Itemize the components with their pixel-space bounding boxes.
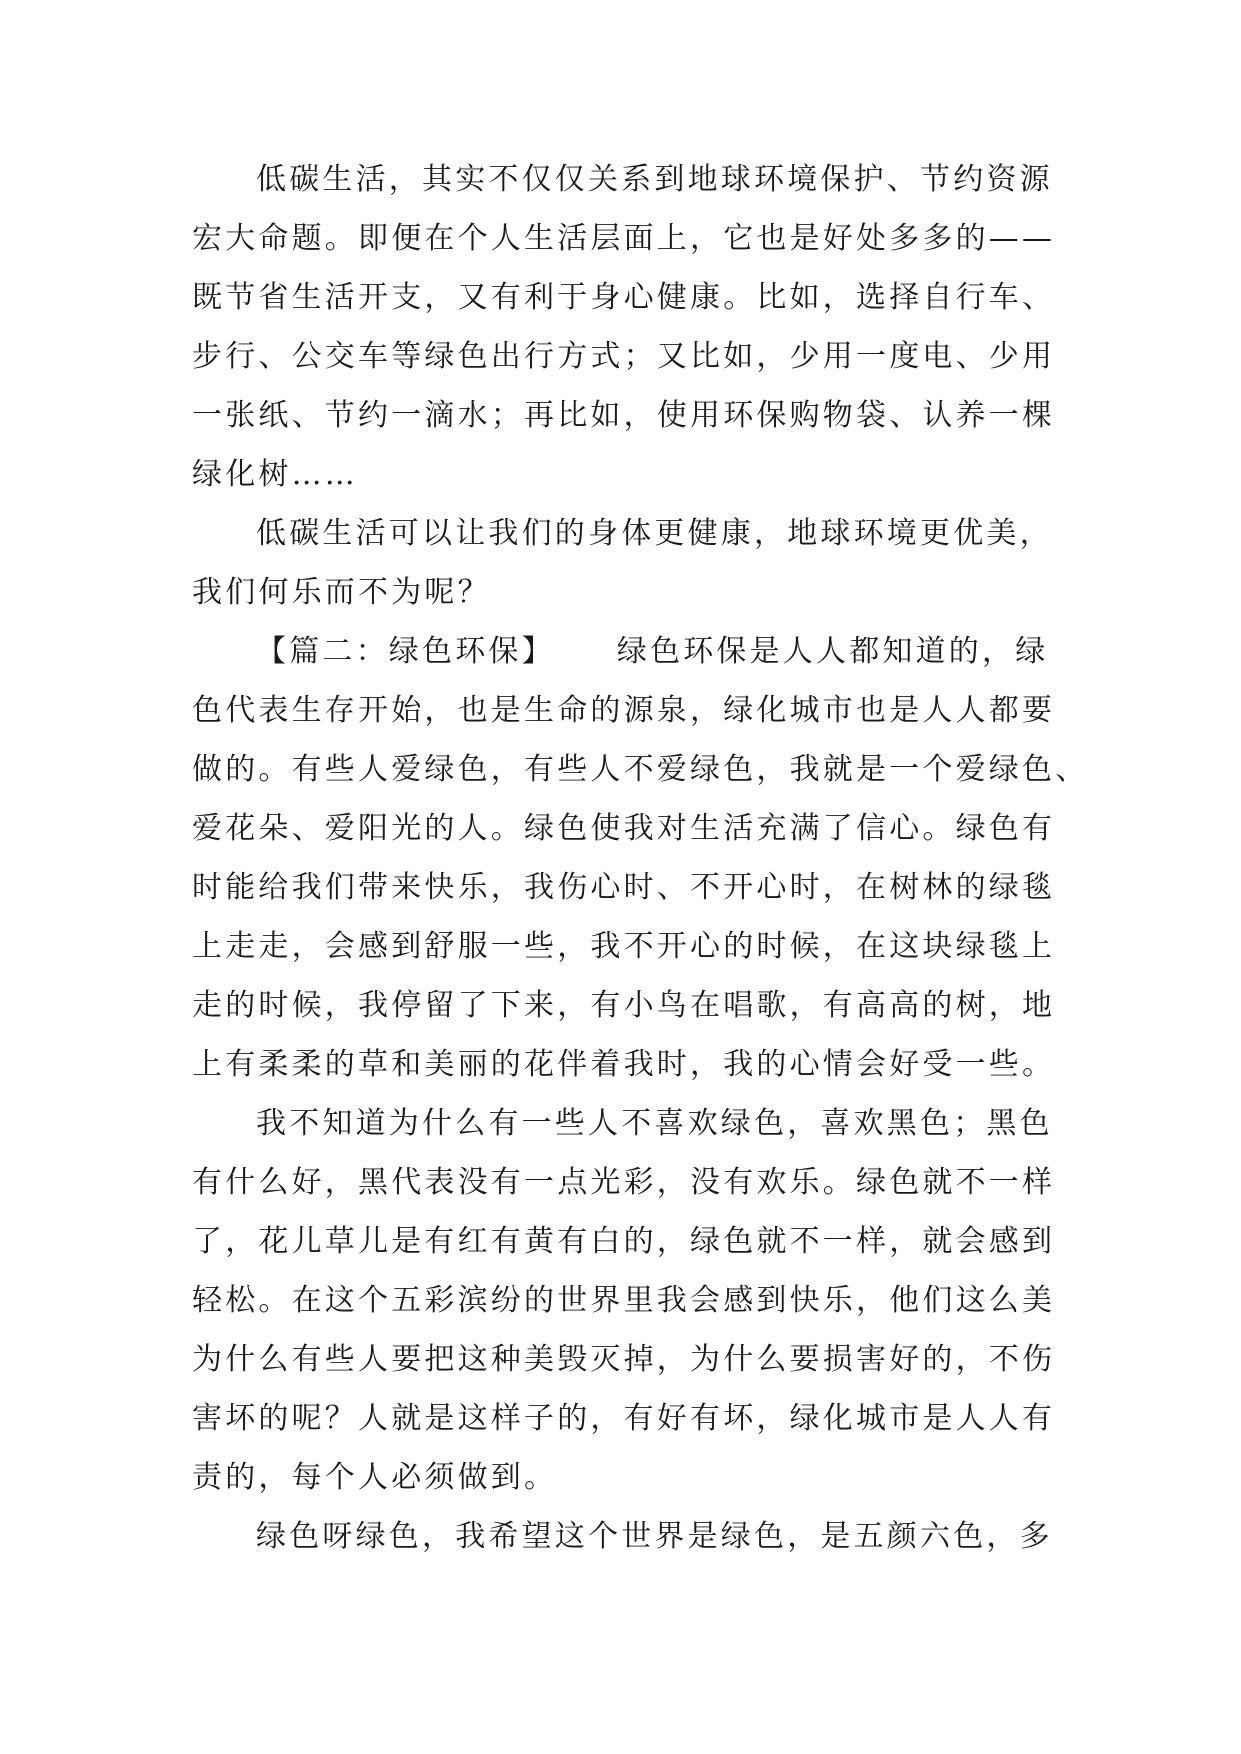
text-run: 绿色环保是人人都知道的，绿 (616, 634, 1049, 669)
section-heading: 【篇二：绿色环保】 (256, 634, 555, 669)
text-line: 走的时候，我停留了下来，有小鸟在唱歌，有高高的树，地 (192, 988, 1056, 1023)
text-line: 做的。有些人爱绿色，有些人不爱绿色，我就是一个爱绿色、 (192, 752, 1089, 787)
paragraph-5 (192, 1507, 1072, 1566)
text-line: 绿色呀绿色，我希望这个世界是绿色，是五颜六色，多 (256, 1519, 1053, 1554)
text-line: 责的，每个人必须做到。 (192, 1460, 558, 1495)
text-line: 绿化树…… (192, 457, 358, 492)
text-line: 宏大命题。即便在个人生活层面上，它也是好处多多的—— (192, 221, 1056, 256)
text-line: 有什么好，黑代表没有一点光彩，没有欢乐。绿色就不一样 (192, 1165, 1056, 1200)
text-line: 我不知道为什么有一些人不喜欢绿色，喜欢黑色；黑色 (256, 1106, 1053, 1141)
text-line: 时能给我们带来快乐，我伤心时、不开心时，在树林的绿毯 (192, 870, 1056, 905)
text-line: 我们何乐而不为呢？ (192, 575, 491, 610)
text-line: 一张纸、节约一滴水；再比如，使用环保购物袋、认养一棵 (192, 398, 1056, 433)
text-line: 色代表生存开始，也是生命的源泉，绿化城市也是人人都要 (192, 693, 1056, 728)
text-line: 既节省生活开支，又有利于身心健康。比如，选择自行车、 (192, 280, 1056, 315)
text-line: 低碳生活，其实不仅仅关系到地球环境保护、节约资源 (256, 162, 1053, 197)
paragraph-1 (192, 150, 1072, 504)
text-line: 了，花儿草儿是有红有黄有白的，绿色就不一样，就会感到 (192, 1224, 1056, 1259)
text-line: 上有柔柔的草和美丽的花伴着我时，我的心情会好受一些。 (192, 1047, 1056, 1082)
text-line: 轻松。在这个五彩滨纷的世界里我会感到快乐，他们这么美 (192, 1283, 1056, 1318)
text-line: 为什么有些人要把这种美毁灭掉，为什么要损害好的，不伤 (192, 1342, 1056, 1377)
text-line: 步行、公交车等绿色出行方式；又比如，少用一度电、少用 (192, 339, 1056, 374)
paragraph-2 (192, 504, 1072, 622)
document-body (192, 150, 1089, 1566)
text-line: 上走走，会感到舒服一些，我不开心的时候，在这块绿毯上 (192, 929, 1056, 964)
text-line: 爱花朵、爱阳光的人。绿色使我对生活充满了信心。绿色有 (192, 811, 1056, 846)
paragraph-4 (192, 1094, 1072, 1507)
text-line (192, 622, 1072, 681)
text-line: 害坏的呢？人就是这样子的，有好有坏，绿化城市是人人有 (192, 1401, 1056, 1436)
text-line: 低碳生活可以让我们的身体更健康，地球环境更优美， (256, 516, 1053, 551)
paragraph-3 (192, 622, 1089, 1094)
